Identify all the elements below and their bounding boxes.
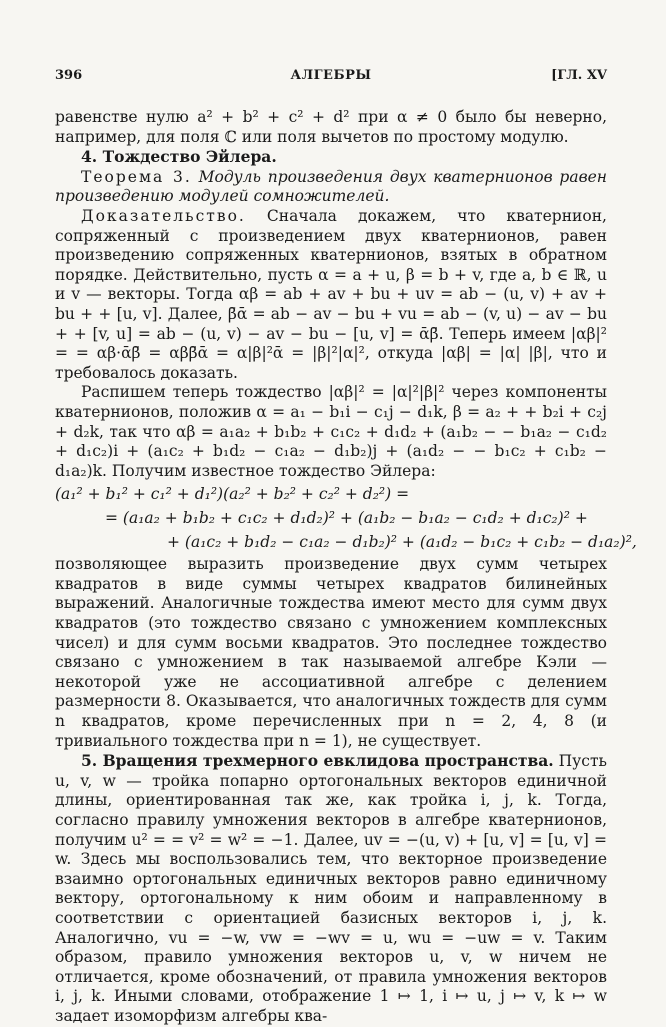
section-4-title: 4. Тождество Эйлера. <box>81 147 277 167</box>
proof-text: Сначала докажем, что кватернион, сопряженный с произведением двух кватернионов, равен произведению сопряженных кватернионов, взятых в обратном порядке. Действительно, пусть α = a + u, β = b + v, где a, b ∈ ℝ, u и v — векторы. Тогда αβ = ab + av + bu + uv = ab − (u, v) + av + bu + + [u, v]. Далее, β̄ᾱ = ab − av − bu + vu = ab − (v, u) − av − bu + + [v, u] = ab − (u, v) − av − bu − [u, v] = ᾱβ̄. Теперь имеем |αβ|² = = αβ·ᾱβ̄ = αββ̄ᾱ = α|β|²ᾱ = |β|²|α|², откуда |αβ| = |α| |β|, что и требовалось доказать. <box>55 206 607 382</box>
proof-paragraph <box>55 207 607 383</box>
euler-intro-paragraph: Распишем теперь тождество |αβ|² = |α|²|β|² через компоненты кватернионов, положив α = a₁ − b₁i − c₁j − d₁k, β = a₂ + + b₂i + c₂j + d₂k, так что αβ = a₁a₂ + b₁b₂ + c₁c₂ + d₁d₂ + (a₁b₂ − − b₁a₂ − c₁d₂ + d₁c₂)i + (a₁c₂ + b₁d₂ − c₁a₂ − d₁b₂)j + (a₁d₂ − − b₁c₂ + c₁b₂ − d₁a₂)k. Получим известное тождество Эйлера: <box>55 383 607 480</box>
intro-paragraph: равенстве нулю a² + b² + c² + d² при α ≠ 0 было бы неверно, например, для поля ℂ или поля вычетов по простому модулю. <box>55 108 607 146</box>
page-header <box>55 68 607 88</box>
theorem-label: Теорема 3. <box>81 167 192 186</box>
page-number: 396 <box>55 68 83 83</box>
after-identity-paragraph: позволяющее выразить произведение двух сумм четырех квадратов в виде суммы четырех квадратов билинейных выражений. Аналогичные тождества имеют место для сумм двух квадратов (это тождество связано с умножением комплексных чисел) и для сумм восьми квадратов. Это последнее тождество связано с умножением в так называемой алгебре Кэли — некоторой уже не ассоциативной алгебре с делением размерности 8. Оказывается, что аналогичных тождеств для сумм n квадратов, кроме перечисленных при n = 2, 4, 8 (и тривиального тождества при n = 1), не существует. <box>55 555 607 750</box>
section-5-title: 5. Вращения трехмерного евклидова пространства. <box>81 751 554 771</box>
euler-identity-line-3: + (a₁c₂ + b₁d₂ − c₁a₂ − d₁b₂)² + (a₁d₂ − b₁c₂ + c₁b₂ − d₁a₂)², <box>167 533 637 552</box>
running-title: АЛГЕБРЫ <box>290 68 372 83</box>
section-5-paragraph <box>55 751 607 1026</box>
chapter-label: [ГЛ. XV <box>551 68 607 83</box>
page-body <box>55 108 637 1027</box>
section-4-heading <box>55 147 607 168</box>
theorem-statement: Модуль произведения двух кватернионов равен произведению модулей сомножителей. <box>55 167 607 206</box>
euler-identity-line-2: = (a₁a₂ + b₁b₂ + c₁c₂ + d₁d₂)² + (a₁b₂ − b₁a₂ − c₁d₂ + d₁c₂)² + <box>105 509 588 528</box>
euler-identity-line-1: (a₁² + b₁² + c₁² + d₁²)(a₂² + b₂² + c₂² + d₂²) = <box>55 485 410 504</box>
section-5-text: Пусть u, v, w — тройка попарно ортогональных векторов единичной длины, ориентированная так же, как тройка i, j, k. Тогда, согласно правилу умножения векторов в алгебре кватернионов, получим u² = = v² = w² = −1. Далее, uv = −(u, v) + [u, v] = [u, v] = w. Здесь мы воспользовались тем, что векторное произведение взаимно ортогональных единичных векторов равно единичному вектору, ортогональному к ним обоим и направленному в соответствии с ориентацией базисных векторов i, j, k. Аналогично, vu = −w, vw = −wv = u, wu = −uw = v. Таким образом, правило умножения векторов u, v, w ничем не отличается, кроме обозначений, от правила умножения векторов i, j, k. Иными словами, отображение 1 ↦ 1, i ↦ u, j ↦ v, k ↦ w задает изоморфизм алгебры ква- <box>55 752 607 1025</box>
proof-label: Доказательство. <box>81 206 246 225</box>
theorem-paragraph <box>55 168 607 207</box>
